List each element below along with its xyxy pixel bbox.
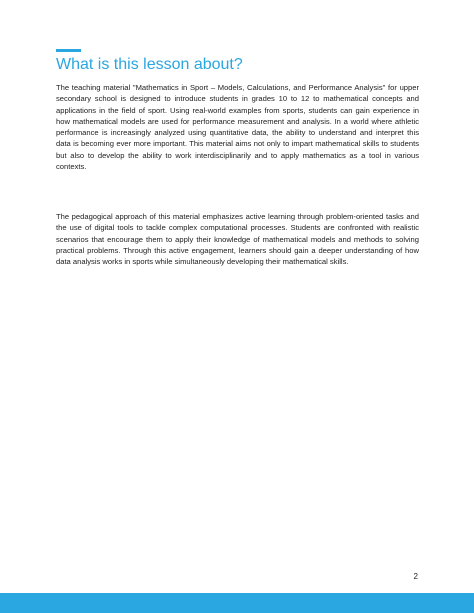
body-paragraph-1: The teaching material "Mathematics in Sport – Models, Calculations, and Performance Analysis" for upper secondary school is designed to introduce students in grades 10 to 12 to mathematical concepts and applications in the field of sport. Using real-world examples from sports, students can gain experience in how mathematical models are used for performance measurement and analysis. In a world where athletic performance is increasingly analyzed using quantitative data, the ability to understand and interpret this data is becoming ever more important. This material aims not only to impart mathematical skills to students but also to develop the ability to work interdisciplinarily and to apply mathematics as a tool in various contexts. (56, 83, 419, 172)
page-title: What is this lesson about? (56, 56, 243, 73)
page-number: 2 (413, 572, 418, 581)
footer-accent-bar (0, 593, 474, 613)
body-paragraph-2: The pedagogical approach of this material emphasizes active learning through problem-oriented tasks and the use of digital tools to tackle complex computational processes. Students are confronted with realistic scenarios that encourage them to apply their knowledge of mathematical models and methods to solving practical problems. Through this active engagement, learners should gain a deeper understanding of how data analysis works in sports while simultaneously developing their mathematical skills. (56, 212, 419, 267)
heading-accent-bar (56, 49, 81, 52)
